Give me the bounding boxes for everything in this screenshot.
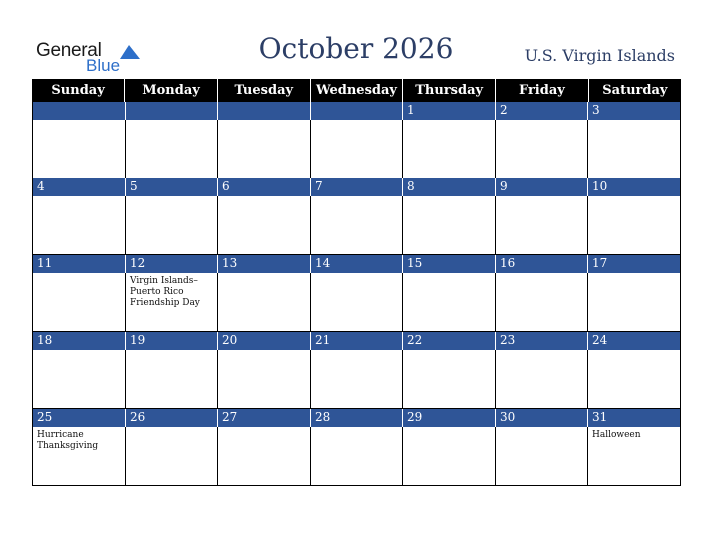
day-number: 30 — [500, 410, 516, 424]
strip-divider — [125, 178, 126, 196]
strip-divider — [217, 178, 218, 196]
day-cell[interactable] — [217, 178, 310, 254]
day-cell[interactable] — [402, 102, 495, 178]
strip-divider — [310, 178, 311, 196]
strip-divider — [402, 332, 403, 350]
strip-divider — [587, 255, 588, 273]
strip-divider — [125, 332, 126, 350]
day-cell[interactable] — [587, 178, 681, 254]
week-row — [32, 409, 681, 485]
day-number: 31 — [592, 410, 608, 424]
weekday-header-row — [32, 79, 681, 102]
day-cell[interactable] — [217, 332, 310, 408]
day-cell[interactable] — [310, 102, 402, 178]
strip-divider — [125, 102, 126, 120]
day-number: 4 — [37, 179, 45, 193]
day-number: 19 — [130, 333, 146, 347]
day-number: 11 — [37, 256, 53, 270]
day-cell[interactable] — [125, 409, 217, 485]
holiday-label: Halloween — [592, 430, 641, 440]
day-number: 1 — [407, 103, 415, 117]
strip-divider — [125, 409, 126, 427]
weekday-header — [32, 79, 681, 102]
day-cell[interactable] — [587, 102, 681, 178]
day-cell[interactable] — [125, 332, 217, 408]
day-number: 10 — [592, 179, 608, 193]
day-number: 18 — [37, 333, 53, 347]
day-number: 23 — [500, 333, 516, 347]
day-cell[interactable] — [587, 409, 681, 485]
day-cell[interactable] — [587, 332, 681, 408]
day-cell[interactable] — [217, 102, 310, 178]
weekday-monday: Monday — [125, 79, 218, 102]
day-cell[interactable] — [402, 409, 495, 485]
strip-divider — [310, 255, 311, 273]
day-cell[interactable] — [125, 178, 217, 254]
strip-divider — [217, 332, 218, 350]
day-number: 16 — [500, 256, 516, 270]
strip-divider — [495, 178, 496, 196]
day-number: 13 — [222, 256, 238, 270]
strip-divider — [587, 332, 588, 350]
day-cell[interactable] — [310, 332, 402, 408]
strip-divider — [402, 178, 403, 196]
strip-divider — [495, 255, 496, 273]
strip-divider — [402, 102, 403, 120]
day-number: 6 — [222, 179, 230, 193]
day-number: 20 — [222, 333, 238, 347]
strip-divider — [495, 409, 496, 427]
logo-general-text: General — [36, 40, 102, 61]
logo-blue-text: Blue — [86, 56, 121, 75]
weekday-saturday: Saturday — [602, 83, 668, 98]
day-cell[interactable] — [32, 255, 125, 331]
day-number: 21 — [315, 333, 331, 347]
weekday-wednesday: Wednesday — [310, 79, 403, 102]
weekday-thursday: Thursday — [403, 79, 496, 102]
day-cell[interactable] — [587, 255, 681, 331]
day-cell[interactable] — [495, 409, 587, 485]
day-number: 2 — [500, 103, 508, 117]
day-cell[interactable] — [125, 102, 217, 178]
day-cell[interactable] — [495, 102, 587, 178]
day-number: 9 — [500, 179, 508, 193]
strip-divider — [495, 102, 496, 120]
day-cell[interactable] — [495, 332, 587, 408]
strip-divider — [402, 255, 403, 273]
day-cell[interactable] — [495, 178, 587, 254]
strip-divider — [310, 409, 311, 427]
day-cell[interactable] — [495, 255, 587, 331]
weekday-sunday: Sunday — [32, 79, 125, 102]
strip-divider — [402, 409, 403, 427]
day-number: 12 — [130, 256, 146, 270]
strip-divider — [587, 178, 588, 196]
day-number: 24 — [592, 333, 608, 347]
strip-divider — [217, 409, 218, 427]
day-number: 14 — [315, 256, 331, 270]
weekday-tuesday: Tuesday — [217, 79, 310, 102]
holiday-label: Hurricane Thanksgiving — [37, 430, 99, 451]
week-row — [32, 178, 681, 254]
day-cell[interactable] — [125, 255, 217, 331]
day-cell[interactable] — [402, 178, 495, 254]
day-number: 27 — [222, 410, 238, 424]
strip-divider — [587, 102, 588, 120]
day-cell[interactable] — [402, 332, 495, 408]
strip-divider — [495, 332, 496, 350]
day-cell[interactable] — [32, 178, 125, 254]
country-label: U.S. Virgin Islands — [524, 46, 675, 65]
day-number: 7 — [315, 179, 323, 193]
day-number: 29 — [407, 410, 423, 424]
grid-line — [32, 485, 681, 486]
day-cell[interactable] — [32, 409, 125, 485]
strip-divider — [310, 332, 311, 350]
day-cell[interactable] — [217, 409, 310, 485]
day-number: 8 — [407, 179, 415, 193]
day-number: 17 — [592, 256, 608, 270]
weekday-friday: Friday — [496, 79, 589, 102]
day-cell[interactable] — [310, 178, 402, 254]
strip-divider — [310, 102, 311, 120]
day-cell[interactable] — [402, 255, 495, 331]
day-number: 3 — [592, 103, 600, 117]
day-cell[interactable] — [310, 255, 402, 331]
day-number: 22 — [407, 333, 423, 347]
day-number: 15 — [407, 256, 423, 270]
strip-divider — [217, 102, 218, 120]
day-number: 25 — [37, 410, 53, 424]
week-row — [32, 332, 681, 408]
day-cell[interactable] — [310, 409, 402, 485]
strip-divider — [587, 409, 588, 427]
week-row — [32, 255, 681, 331]
page-title: October 2026 — [258, 32, 454, 65]
day-number: 28 — [315, 410, 331, 424]
week-row — [32, 102, 681, 178]
day-cell[interactable] — [32, 102, 125, 178]
day-number: 5 — [130, 179, 138, 193]
strip-divider — [125, 255, 126, 273]
holiday-label: Virgin Islands–Puerto Rico Friendship Day — [130, 276, 200, 308]
day-cell[interactable] — [217, 255, 310, 331]
day-cell[interactable] — [32, 332, 125, 408]
strip-divider — [217, 255, 218, 273]
day-number: 26 — [130, 410, 146, 424]
